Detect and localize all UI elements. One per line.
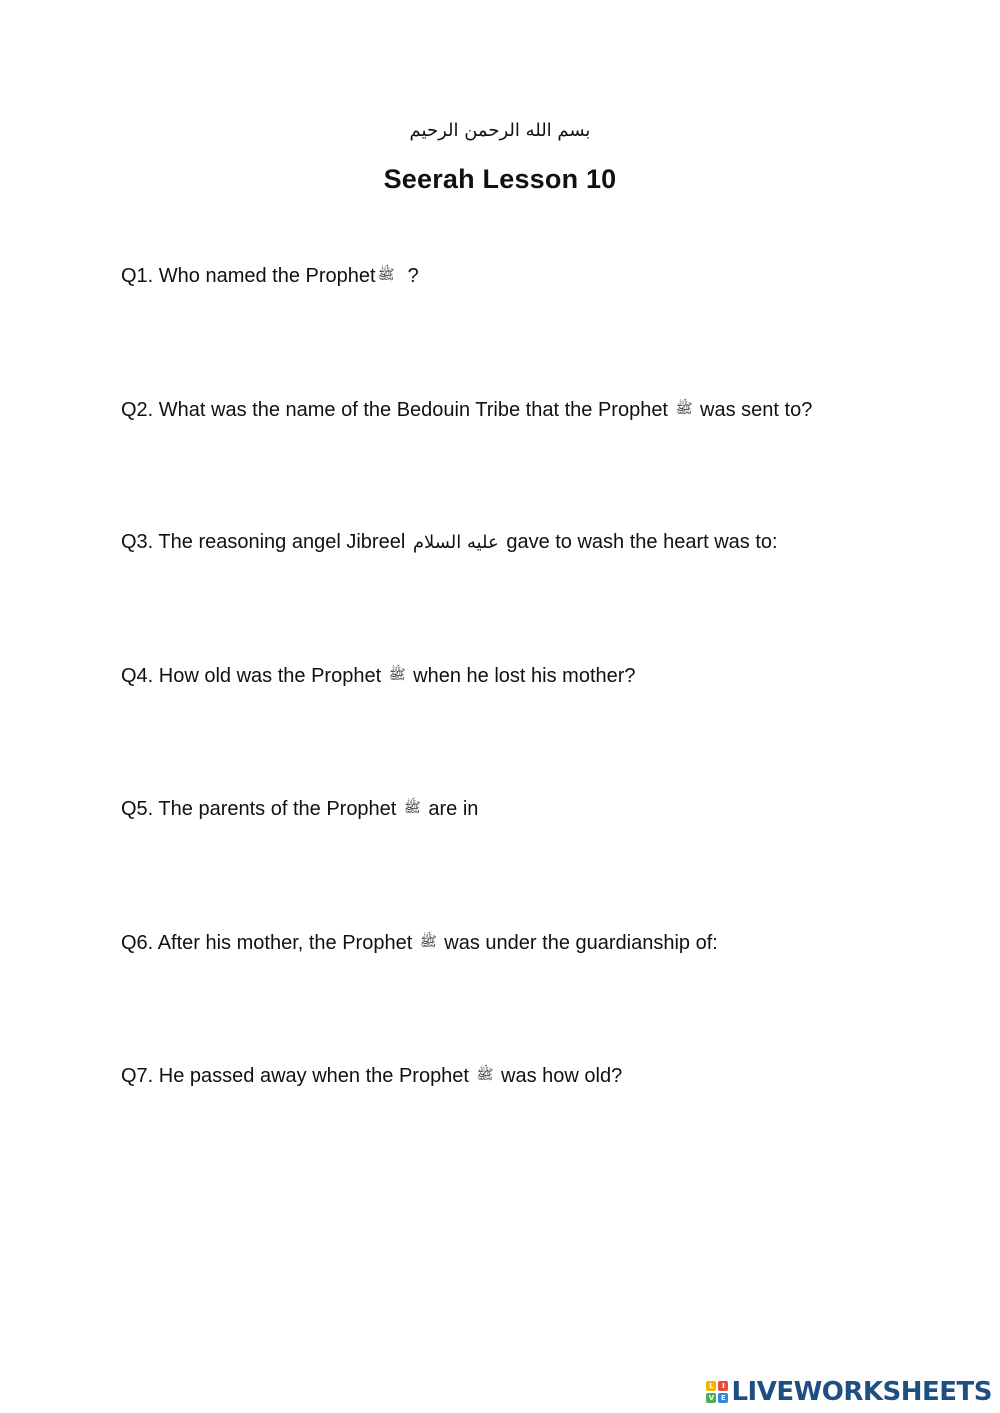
question-5 <box>121 795 941 822</box>
salawat-symbol-icon: ﷺ <box>419 934 437 950</box>
question-1-text: Q1. Who named the Prophet <box>121 265 376 287</box>
question-5-text: Q5. The parents of the Prophet <box>121 798 402 820</box>
question-3-arabic-phrase: عليه السلام <box>412 532 499 553</box>
question-6-text: Q6. After his mother, the Prophet <box>121 932 418 954</box>
question-4 <box>121 662 941 689</box>
bismillah-heading: بسم الله الرحمن الرحيم <box>409 120 591 141</box>
question-7 <box>121 1062 941 1089</box>
question-7-text: Q7. He passed away when the Prophet <box>121 1065 475 1087</box>
salawat-symbol-icon: ﷺ <box>388 667 406 683</box>
question-7-text-end: was how old? <box>495 1065 623 1087</box>
logo-tile-i: I <box>718 1381 728 1391</box>
question-4-text-end: when he lost his mother? <box>407 665 636 687</box>
liveworksheets-brand <box>706 1377 992 1407</box>
question-3-text-end: gave to wash the heart was to: <box>500 531 778 553</box>
question-2-text-end: was sent to? <box>694 399 813 421</box>
question-3-text: Q3. The reasoning angel Jibreel <box>121 531 411 553</box>
question-1 <box>121 262 941 289</box>
logo-tile-e: E <box>718 1393 728 1403</box>
salawat-symbol-icon: ﷺ <box>675 401 693 417</box>
salawat-symbol-icon: ﷺ <box>403 800 421 816</box>
question-5-text-end: are in <box>422 798 479 820</box>
salawat-symbol-icon: ﷺ <box>476 1067 494 1083</box>
logo-tile-l: L <box>706 1381 716 1391</box>
question-1-text-end: ? <box>396 265 419 287</box>
liveworksheets-logo-icon <box>706 1381 728 1403</box>
logo-tile-v: V <box>706 1393 716 1403</box>
question-4-text: Q4. How old was the Prophet <box>121 665 387 687</box>
salawat-symbol-icon: ﷺ <box>377 267 395 283</box>
question-2-text: Q2. What was the name of the Bedouin Tribe that the Prophet <box>121 399 674 421</box>
page-title: Seerah Lesson 10 <box>383 164 617 194</box>
question-3 <box>121 529 941 556</box>
question-2 <box>121 396 941 423</box>
brand-wordmark: LIVEWORKSHEETS <box>731 1377 992 1407</box>
question-6 <box>121 929 941 956</box>
question-6-text-end: was under the guardianship of: <box>438 932 718 954</box>
